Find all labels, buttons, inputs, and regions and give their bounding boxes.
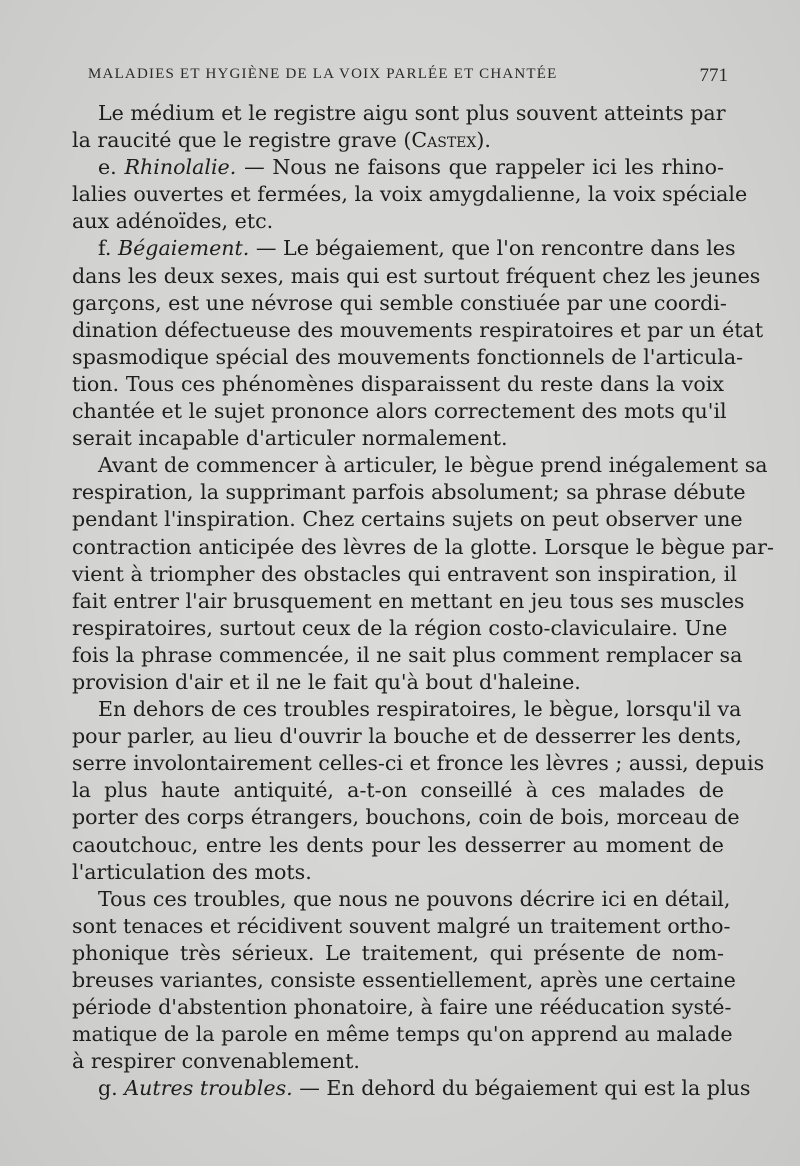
text-line: tion. Tous ces phénomènes disparaissent du reste dans la voix bbox=[72, 371, 724, 396]
text-line: la plus haute antiquité, a-t-on conseillé à ces malades de bbox=[72, 778, 724, 803]
author-citation: Castex bbox=[411, 128, 477, 153]
text-line: porter des corps étrangers, bouchons, coin de bois, morceau de bbox=[72, 805, 740, 830]
text-line: à respirer convenablement. bbox=[72, 1049, 360, 1074]
section-heading-autres-troubles bbox=[72, 1075, 751, 1102]
section-letter: g. bbox=[98, 1076, 118, 1101]
section-letter: e. bbox=[98, 155, 117, 180]
text-line: respiratoires, surtout ceux de la région costo-claviculaire. Une bbox=[72, 615, 728, 640]
text-line: Tous ces troubles, que nous ne pouvons décrire ici en détail, bbox=[98, 886, 731, 911]
section-term: Bégaiement. bbox=[117, 236, 250, 261]
text-line: provision d'air et il ne le fait qu'à bout d'haleine. bbox=[72, 669, 581, 694]
text-line: période d'abstention phonatoire, à faire une rééducation systé- bbox=[72, 995, 732, 1020]
text-line: dination défectueuse des mouvements respiratoires et par un état bbox=[72, 317, 764, 342]
text-line: caoutchouc, entre les dents pour les desserrer au moment de bbox=[72, 832, 724, 857]
text-line: contraction anticipée des lèvres de la glotte. Lorsque le bègue par- bbox=[72, 534, 774, 559]
text-line: serait incapable d'articuler normalement. bbox=[72, 426, 508, 451]
text-line: fait entrer l'air brusquement en mettant en jeu tous ses muscles bbox=[72, 588, 745, 613]
running-header-title: MALADIES ET HYGIÈNE DE LA VOIX PARLÉE ET CHANTÉE bbox=[88, 66, 558, 82]
text-line: sont tenaces et récidivent souvent malgré un traitement ortho- bbox=[72, 913, 731, 938]
text-line: l'articulation des mots. bbox=[72, 859, 312, 884]
section-heading-rhinolalie bbox=[72, 154, 724, 181]
text-line: pendant l'inspiration. Chez certains sujets on peut observer une bbox=[72, 507, 743, 532]
text-line: matique de la parole en même temps qu'on apprend au malade bbox=[72, 1022, 733, 1047]
text-line: spasmodique spécial des mouvements fonctionnels de l'articula- bbox=[72, 344, 744, 369]
text-line: Le médium et le registre aigu sont plus souvent atteints par bbox=[98, 101, 726, 125]
section-letter: f. bbox=[98, 236, 112, 261]
running-header bbox=[88, 65, 728, 86]
text-line: la raucité que le registre grave (Castex). bbox=[72, 128, 491, 153]
section-first-line: — En dehord du bégaiement qui est la plus bbox=[299, 1076, 751, 1101]
text-line: phonique très sérieux. Le traitement, qui présente de nom- bbox=[72, 940, 724, 965]
section-first-line: — Le bégaiement, que l'on rencontre dans les bbox=[255, 236, 736, 261]
text-line: dans les deux sexes, mais qui est surtout fréquent chez les jeunes bbox=[72, 263, 761, 288]
text-line: lalies ouvertes et fermées, la voix amygdalienne, la voix spéciale bbox=[72, 182, 748, 207]
text-line: fois la phrase commencée, il ne sait plus comment remplacer sa bbox=[72, 642, 743, 667]
text-line: En dehors de ces troubles respiratoires, le bègue, lorsqu'il va bbox=[98, 697, 742, 722]
text-line: pour parler, au lieu d'ouvrir la bouche et de desserrer les dents, bbox=[72, 724, 742, 749]
page-number: 771 bbox=[699, 65, 728, 86]
text-line: vient à triompher des obstacles qui entravent son inspiration, il bbox=[72, 561, 737, 586]
page-body bbox=[72, 100, 774, 1102]
section-term: Rhinolalie. bbox=[124, 155, 237, 180]
section-heading-begaiement bbox=[72, 235, 736, 262]
section-first-line: — Nous ne faisons que rappeler ici les rhino- bbox=[244, 155, 724, 180]
text-line: serre involontairement celles-ci et fronce les lèvres ; aussi, depuis bbox=[72, 751, 765, 776]
text-line: garçons, est une névrose qui semble constiuée par une coordi- bbox=[72, 290, 727, 315]
text-line: breuses variantes, consiste essentiellement, après une certaine bbox=[72, 968, 736, 992]
text-line: aux adénoïdes, etc. bbox=[72, 209, 274, 234]
text-line: Avant de commencer à articuler, le bègue prend inégalement sa bbox=[98, 453, 768, 478]
text-line: chantée et le sujet prononce alors correctement des mots qu'il bbox=[72, 399, 727, 424]
text-line: respiration, la supprimant parfois absolument; sa phrase débute bbox=[72, 480, 746, 505]
section-term: Autres troubles. bbox=[124, 1076, 293, 1101]
